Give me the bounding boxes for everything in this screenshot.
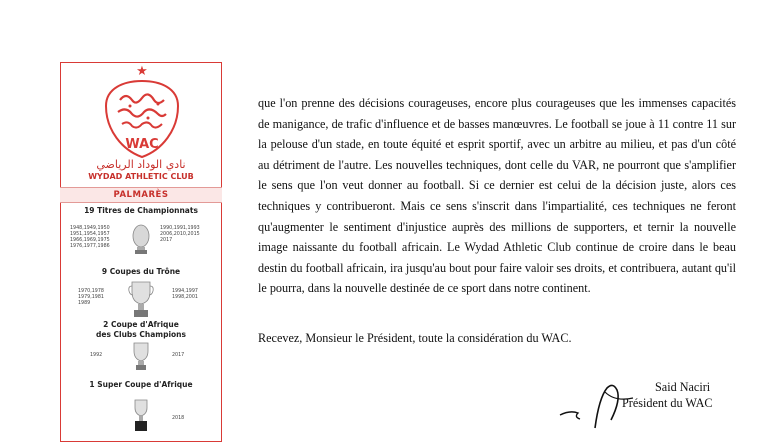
super-cup-title: 1 Super Coupe d'Afrique	[89, 380, 193, 389]
throne-cups-years-right: 1994,1997 1998,2001	[172, 289, 198, 300]
african-cup-years-left: 1992	[90, 353, 103, 358]
throne-cups-years-left: 1970,1978 1979,1981 1989	[78, 289, 104, 306]
african-cup-trophy-icon	[131, 341, 151, 371]
african-cup-title: 2 Coupe d'Afrique des Clubs Champions	[95, 320, 186, 339]
club-name: WYDAD ATHLETIC CLUB	[88, 172, 194, 181]
championships-years-right: 1990,1991,1993 2006,2010,2015 2017	[160, 226, 200, 243]
signatory-title: Président du WAC	[622, 396, 713, 410]
super-cup-years-right: 2018	[172, 416, 185, 421]
letter-body	[258, 93, 736, 299]
letter-paragraph: que l'on prenne des décisions courageuses, encore plus courageuses que les immenses capacités de manigance, de trafic d'influence et de basses manœuvres. Le football se joue à 11 contre 11 sur la pelouse d'un stade, en toute équité et esprit sportif, avec un arbitre au milieu, et pas d'un côté au détriment de l'autre. Les nouvelles techniques, dont celle du VAR, ne pourront que s'amplifier le sens que l'on veut donner au football. Si ce dernier est celui de la décision juste, alors ces techniques y contribueront. Mais ce sens s'inscrit dans l'impartialité, ces techniques ne feront qu'augmenter le sentiment d'injustice auprès des millions de supporters, et ternir la nouvelle image naissante du football africain. Le Wydad Athletic Club continue de croire dans le beau destin du football africain, ira jusqu'au bout pour faire valoir ses droits, et contribuera, autant qu'il le pourra, dans la nouvelle destinée de ce sport dans notre continent.	[258, 96, 736, 296]
club-arabic-name: نادي الوداد الرياضي	[96, 158, 186, 171]
star-icon: ★	[136, 63, 148, 78]
championships-title: 19 Titres de Championnats	[84, 206, 198, 215]
throne-cup-trophy-icon	[128, 278, 154, 320]
throne-cups-title: 9 Coupes du Trône	[101, 267, 181, 276]
signatory-name: Said Naciri	[655, 380, 711, 394]
palmares-heading: PALMARÈS	[60, 187, 222, 203]
african-cup-years-right: 2017	[172, 353, 185, 358]
championship-trophy-icon	[130, 222, 152, 256]
letter-closing: Recevez, Monsieur le Président, toute la considération du WAC.	[258, 331, 572, 345]
svg-text:WAC: WAC	[125, 137, 159, 152]
club-crest-logo	[100, 78, 184, 160]
championships-years-left: 1948,1949,1950 1951,1954,1957 1966,1969,1975 1976,1977,1986	[70, 226, 110, 249]
super-cup-trophy-icon	[131, 398, 151, 431]
